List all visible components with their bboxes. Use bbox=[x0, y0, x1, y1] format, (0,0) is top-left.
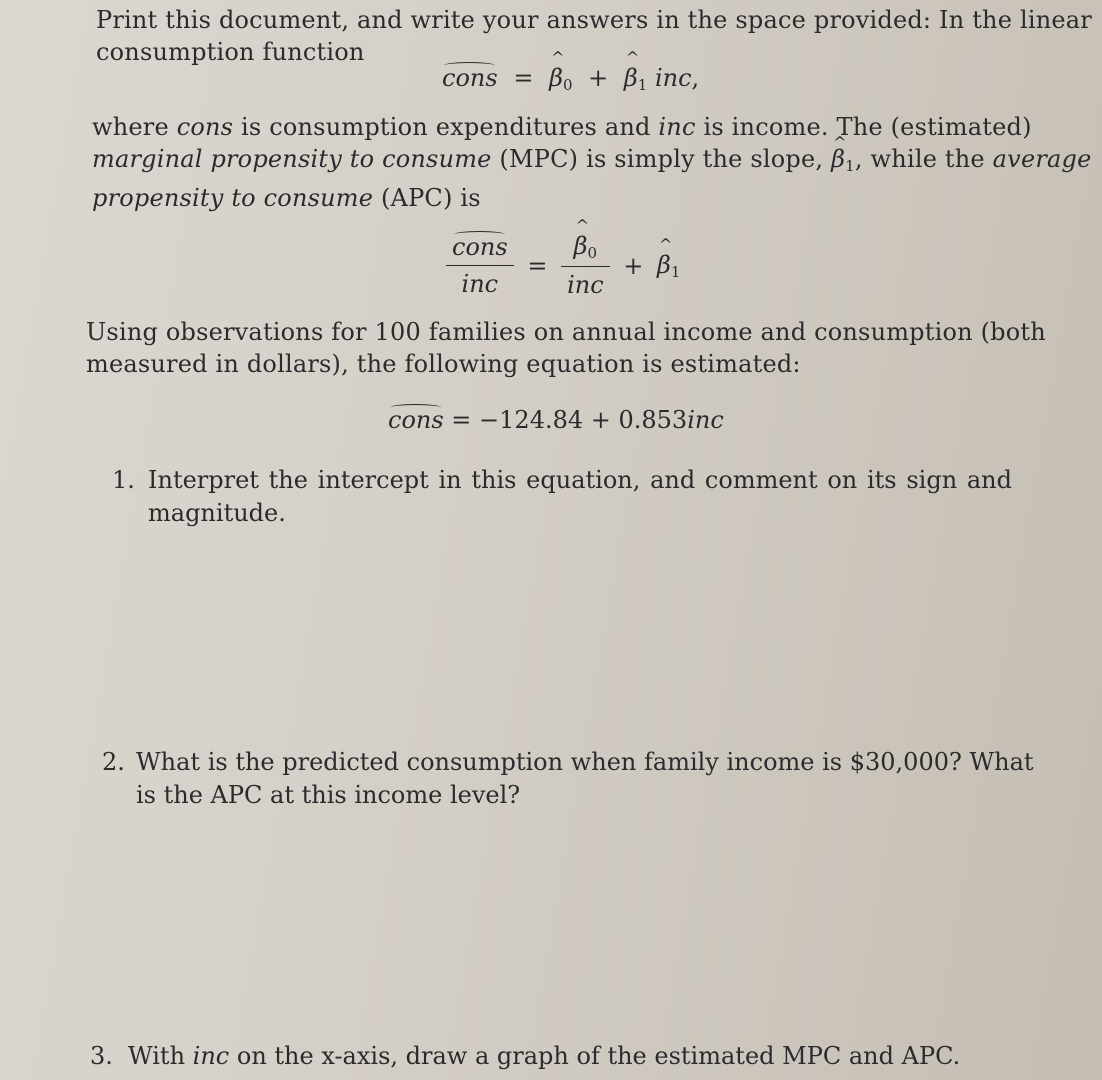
eq1-plus: + bbox=[588, 64, 609, 92]
apc-fraction-left: $\frac{\text{cons}}{\text{inc}}$ bbox=[446, 233, 514, 298]
definition-line-3: propensity to consume (APC) is bbox=[92, 184, 481, 212]
apc-equals: = bbox=[527, 251, 548, 280]
apc-plus: + bbox=[623, 251, 644, 280]
definition-paragraph bbox=[92, 111, 1092, 214]
estimated-inc: inc bbox=[687, 406, 724, 434]
beta0-hat: ^ β bbox=[549, 64, 563, 92]
apc-beta1: ^ $\beta_1$ bbox=[657, 251, 680, 279]
observations-line-2: measured in dollars), the following equation is estimated: bbox=[86, 350, 801, 378]
question-1-line-1: Interpret the intercept in this equation, and comment on its sign and bbox=[148, 466, 1012, 494]
eq1-equals: = bbox=[513, 64, 534, 92]
question-2-number: 2. bbox=[102, 748, 125, 776]
estimated-rhs: = −124.84 + 0.853 bbox=[443, 406, 688, 434]
observations-paragraph bbox=[86, 316, 1046, 380]
estimated-cons-hat: cons bbox=[388, 406, 444, 434]
question-3-number: 3. bbox=[90, 1042, 113, 1070]
intro-paragraph bbox=[96, 4, 1092, 68]
question-1-number: 1. bbox=[112, 466, 135, 494]
question-2-line-1: What is the predicted consumption when family income is $30,000? What bbox=[136, 748, 1034, 776]
beta1-hat: ^ β bbox=[624, 64, 638, 92]
eq1-inc: inc bbox=[654, 64, 692, 92]
intro-line-2: consumption function bbox=[96, 38, 365, 66]
linear-consumption-equation bbox=[442, 64, 699, 94]
question-2 bbox=[102, 746, 1034, 816]
definition-line-2: marginal propensity to consume (MPC) is simply the slope, ^ $\beta_1$, while the average bbox=[92, 143, 1002, 182]
eq1-sub0: 0 bbox=[562, 76, 573, 94]
apc-equation bbox=[446, 232, 680, 299]
intro-line-1: Print this document, and write your answers in the space provided: In the linear bbox=[96, 6, 1092, 34]
apc-fraction-right: ^ $\frac{\beta_0}{\text{inc}}$ bbox=[561, 232, 610, 299]
estimated-equation bbox=[388, 406, 724, 434]
definition-line-1: where cons is consumption expenditures and inc is income. The (estimated) bbox=[92, 113, 1032, 141]
question-1-line-2: magnitude. bbox=[148, 499, 286, 527]
question-1 bbox=[112, 464, 1012, 534]
cons-hat: cons bbox=[442, 64, 498, 92]
question-2-line-2: is the APC at this income level? bbox=[136, 781, 521, 809]
eq1-comma: , bbox=[691, 64, 700, 92]
observations-line-1: Using observations for 100 families on annual income and consumption (both bbox=[86, 318, 1046, 346]
eq1-sub1: 1 bbox=[637, 76, 648, 94]
question-3 bbox=[90, 1040, 1010, 1076]
question-3-text: With inc on the x-axis, draw a graph of the estimated MPC and APC. bbox=[128, 1042, 961, 1070]
